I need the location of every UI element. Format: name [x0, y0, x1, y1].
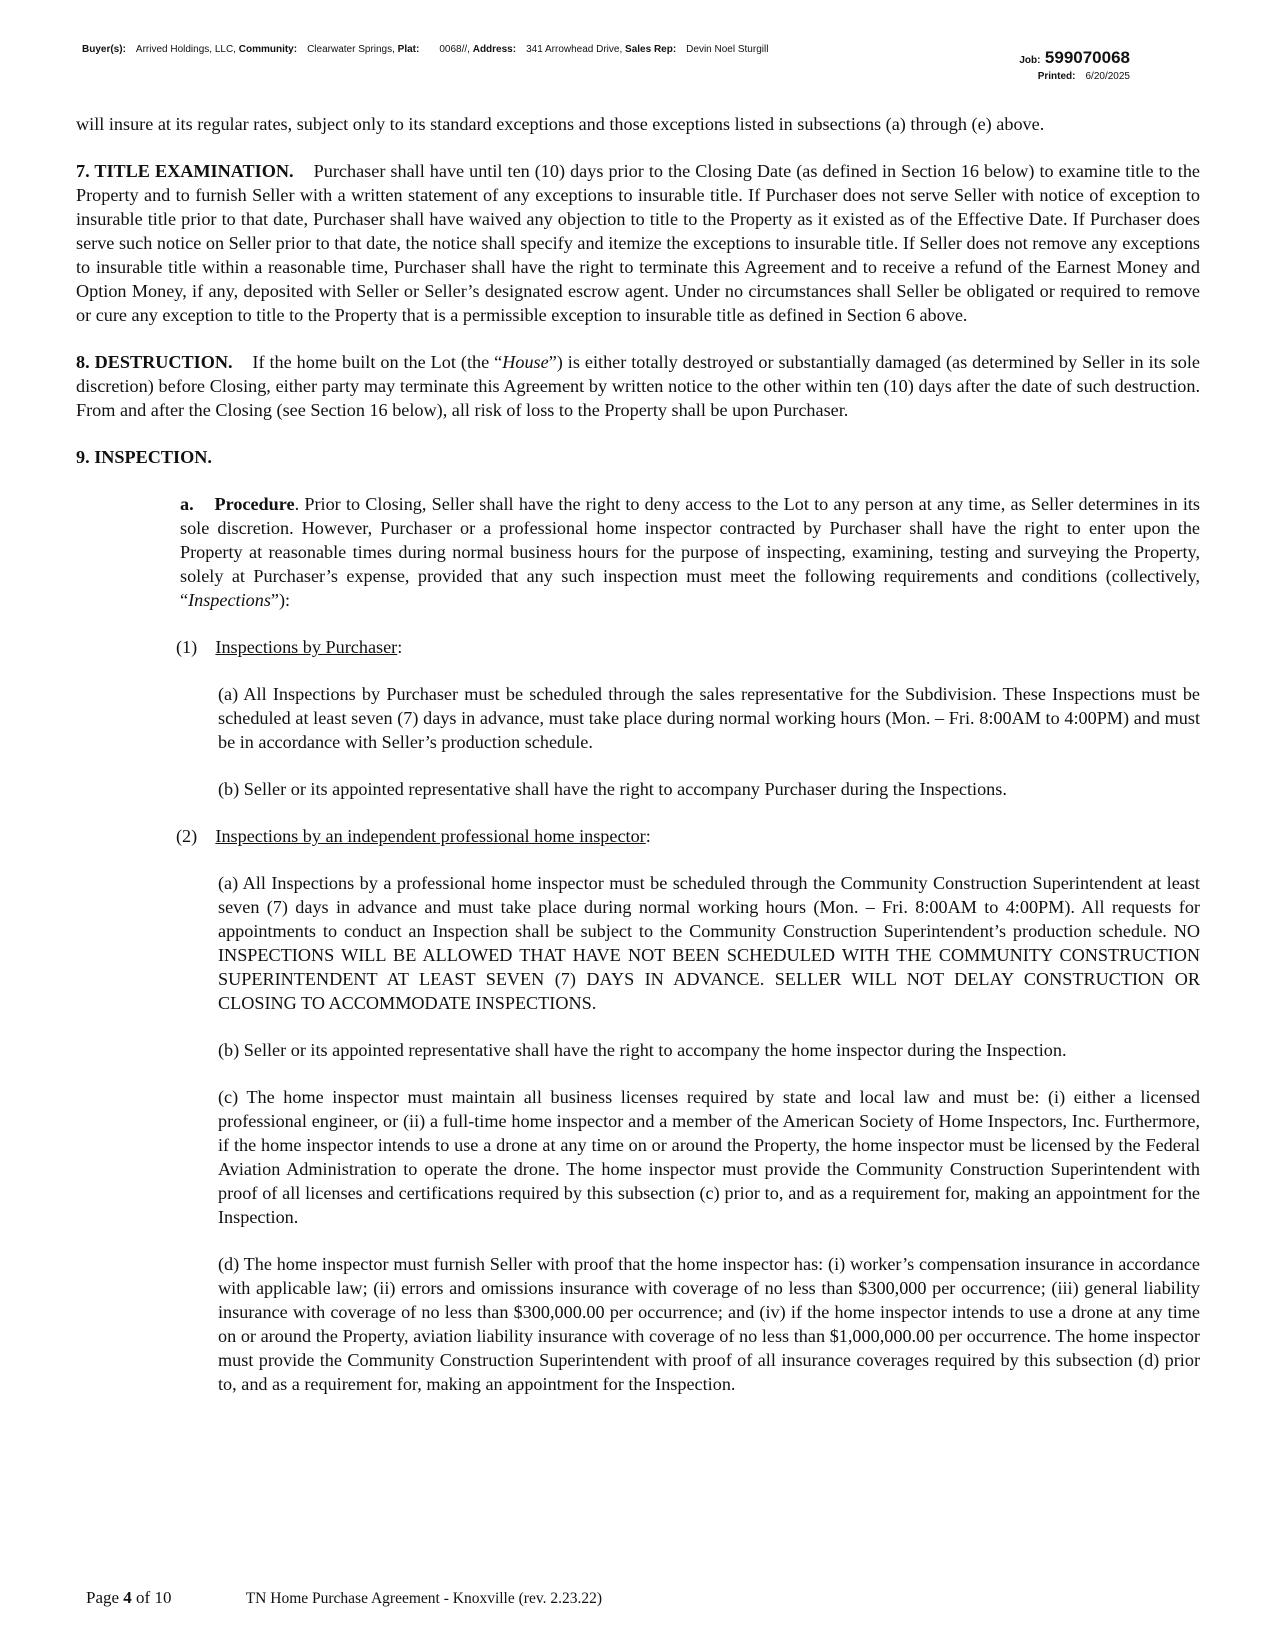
section-7-heading: 7. TITLE EXAMINATION. — [76, 161, 294, 181]
section-7-text: Purchaser shall have until ten (10) days prior to the Closing Date (as defined in Section 16 below) to examine title to the Property and to furnish Seller with a written statement of any exceptions to insurable title. If Purchaser does not serve Seller with notice of exception to insurable title prior to that date, Purchaser shall have waived any objection to title to the Property as it existed as of the Effective Date. If Purchaser does serve such notice on Seller prior to that date, the notice shall specify and itemize the exceptions to insurable title. If Seller does not remove any exceptions to insurable title within a reasonable time, Purchaser shall have the right to terminate this Agreement and to receive a refund of the Earnest Money and Option Money, if any, deposited with Seller or Seller’s designated escrow agent. Under no circumstances shall Seller be obligated or required to remove or cure any exception to title to the Property that is a permissible exception to insurable title as defined in Section 6 above. — [76, 161, 1200, 325]
community-label: Community: — [238, 44, 298, 55]
job-value: 599070068 — [1044, 48, 1130, 67]
subsection-1a: (a) All Inspections by Purchaser must be scheduled through the sales representative for the Subdivision. These Inspections must be scheduled at least seven (7) days in advance, must take place during normal working hours (Mon. – Fri. 8:00AM to 4:00PM) and must be in accordance with Seller’s production schedule. — [218, 684, 1200, 752]
section-8-text-a: If the home built on the Lot (the “ — [252, 352, 503, 372]
subsection-1-heading: (1) Inspections by Purchaser: — [176, 637, 403, 657]
subsection-2-title: Inspections by an independent professional home inspector — [215, 826, 646, 846]
address-label: Address: — [472, 44, 517, 55]
section-9a-label: a. — [180, 494, 194, 514]
buyer-label: Buyer(s): — [82, 44, 126, 55]
house-term: House — [502, 352, 549, 372]
job-number — [1019, 48, 1130, 68]
subsection-2a: (a) All Inspections by a professional home inspector must be scheduled through the Community Construction Superintendent at least seven (7) days in advance and must take place during normal working hours (Mon. – Fri. 8:00AM to 4:00PM). All requests for appointments to conduct an Inspection shall be subject to the Community Construction Superintendent’s production schedule. NO INSPECTIONS WILL BE ALLOWED THAT HAVE NOT BEEN SCHEDULED WITH THE COMMUNITY CONSTRUCTION SUPERINTENDENT AT LEAST SEVEN (7) DAYS IN ADVANCE. SELLER WILL NOT DELAY CONSTRUCTION OR CLOSING TO ACCOMMODATE INSPECTIONS. — [218, 873, 1200, 1013]
page-prefix: Page — [86, 1588, 124, 1607]
printed-date — [1038, 71, 1130, 82]
plat-value: 0068//, — [439, 44, 470, 55]
section-8-text-b: ”) is either totally destroyed or substantially damaged (as determined by Seller in its sole discretion) before Closing, either party may terminate this Agreement by written notice to the other within ten (10) days after the date of such destruction. From and after the Closing (see Section 16 below), all risk of loss to the Property shall be upon Purchaser. — [76, 352, 1200, 420]
document-header-info — [82, 44, 768, 55]
printed-value: 6/20/2025 — [1085, 71, 1130, 82]
subsection-1-title: Inspections by Purchaser — [215, 637, 398, 657]
subsection-1b: (b) Seller or its appointed representative shall have the right to accompany Purchaser during the Inspections. — [218, 779, 1007, 799]
section-7-title-examination — [76, 159, 1200, 327]
job-label: Job: — [1019, 55, 1041, 66]
document-body — [76, 112, 1200, 1396]
subsection-2-heading: (2) Inspections by an independent professional home inspector: — [176, 826, 651, 846]
address-value: 341 Arrowhead Drive, — [526, 44, 623, 55]
subsection-2-number: (2) — [176, 826, 198, 846]
subsection-2c: (c) The home inspector must maintain all business licenses required by state and local law and must be: (i) either a licensed professional engineer, or (ii) a full-time home inspector and a member of the American Society of Home Inspectors, Inc. Furthermore, if the home inspector intends to use a drone at any time on or around the Property, the home inspector must be licensed by the Federal Aviation Administration to operate the drone. The home inspector must provide the Community Construction Superintendent with proof of all licenses and certifications required by this subsection (c) prior to, and as a requirement for, making an appointment for the Inspection. — [218, 1087, 1200, 1227]
buyer-value: Arrived Holdings, LLC, — [135, 44, 236, 55]
page-mid: of — [131, 1588, 155, 1607]
section-8-heading: 8. DESTRUCTION. — [76, 352, 233, 372]
section-9a-procedure — [76, 492, 1200, 612]
section-9-heading: 9. INSPECTION. — [76, 447, 212, 467]
subsection-2d: (d) The home inspector must furnish Seller with proof that the home inspector has: (i) worker’s compensation insurance in accordance with applicable law; (ii) errors and omissions insurance with coverage of no less than $300,000 per occurrence; (iii) general liability insurance with coverage of no less than $300,000.00 per occurrence; and (iv) if the home inspector intends to use a drone at any time on or around the Property, aviation liability insurance with coverage of no less than $1,000,000.00 per occurrence. The home inspector must provide the Community Construction Superintendent with proof of all insurance coverages required by this subsection (d) prior to, and as a requirement for, making an appointment for the Inspection. — [218, 1254, 1200, 1394]
subsection-1-number: (1) — [176, 637, 198, 657]
plat-label: Plat: — [397, 44, 420, 55]
section-8-destruction — [76, 350, 1200, 422]
sales-rep-label: Sales Rep: — [625, 44, 677, 55]
section-9a-title: Procedure — [214, 494, 295, 514]
community-value: Clearwater Springs, — [307, 44, 395, 55]
page-footer — [86, 1588, 602, 1608]
page-current: 4 — [123, 1588, 132, 1607]
printed-label: Printed: — [1037, 71, 1076, 82]
section-9a-text-b: ”): — [270, 590, 291, 610]
subsection-2b: (b) Seller or its appointed representative shall have the right to accompany the home inspector during the Inspection. — [218, 1040, 1067, 1060]
inspections-term: Inspections — [188, 590, 271, 610]
document-title: TN Home Purchase Agreement - Knoxville (rev. 2.23.22) — [245, 1590, 602, 1607]
section-9a-text-a: . Prior to Closing, Seller shall have the right to deny access to the Lot to any person at any time, as Seller determines in its sole discretion. However, Purchaser or a professional home inspector contracted by Purchaser shall have the right to enter upon the Property at reasonable times during normal business hours for the purpose of inspecting, examining, testing and surveying the Property, solely at Purchaser’s expense, provided that any such inspection must meet the following requirements and conditions (collectively, “ — [180, 494, 1201, 610]
continuation-paragraph: will insure at its regular rates, subject only to its standard exceptions and those exceptions listed in subsections (a) through (e) above. — [76, 114, 1045, 134]
sales-rep-value: Devin Noel Sturgill — [686, 44, 769, 55]
page-number — [86, 1588, 171, 1607]
page-total: 10 — [154, 1588, 172, 1607]
